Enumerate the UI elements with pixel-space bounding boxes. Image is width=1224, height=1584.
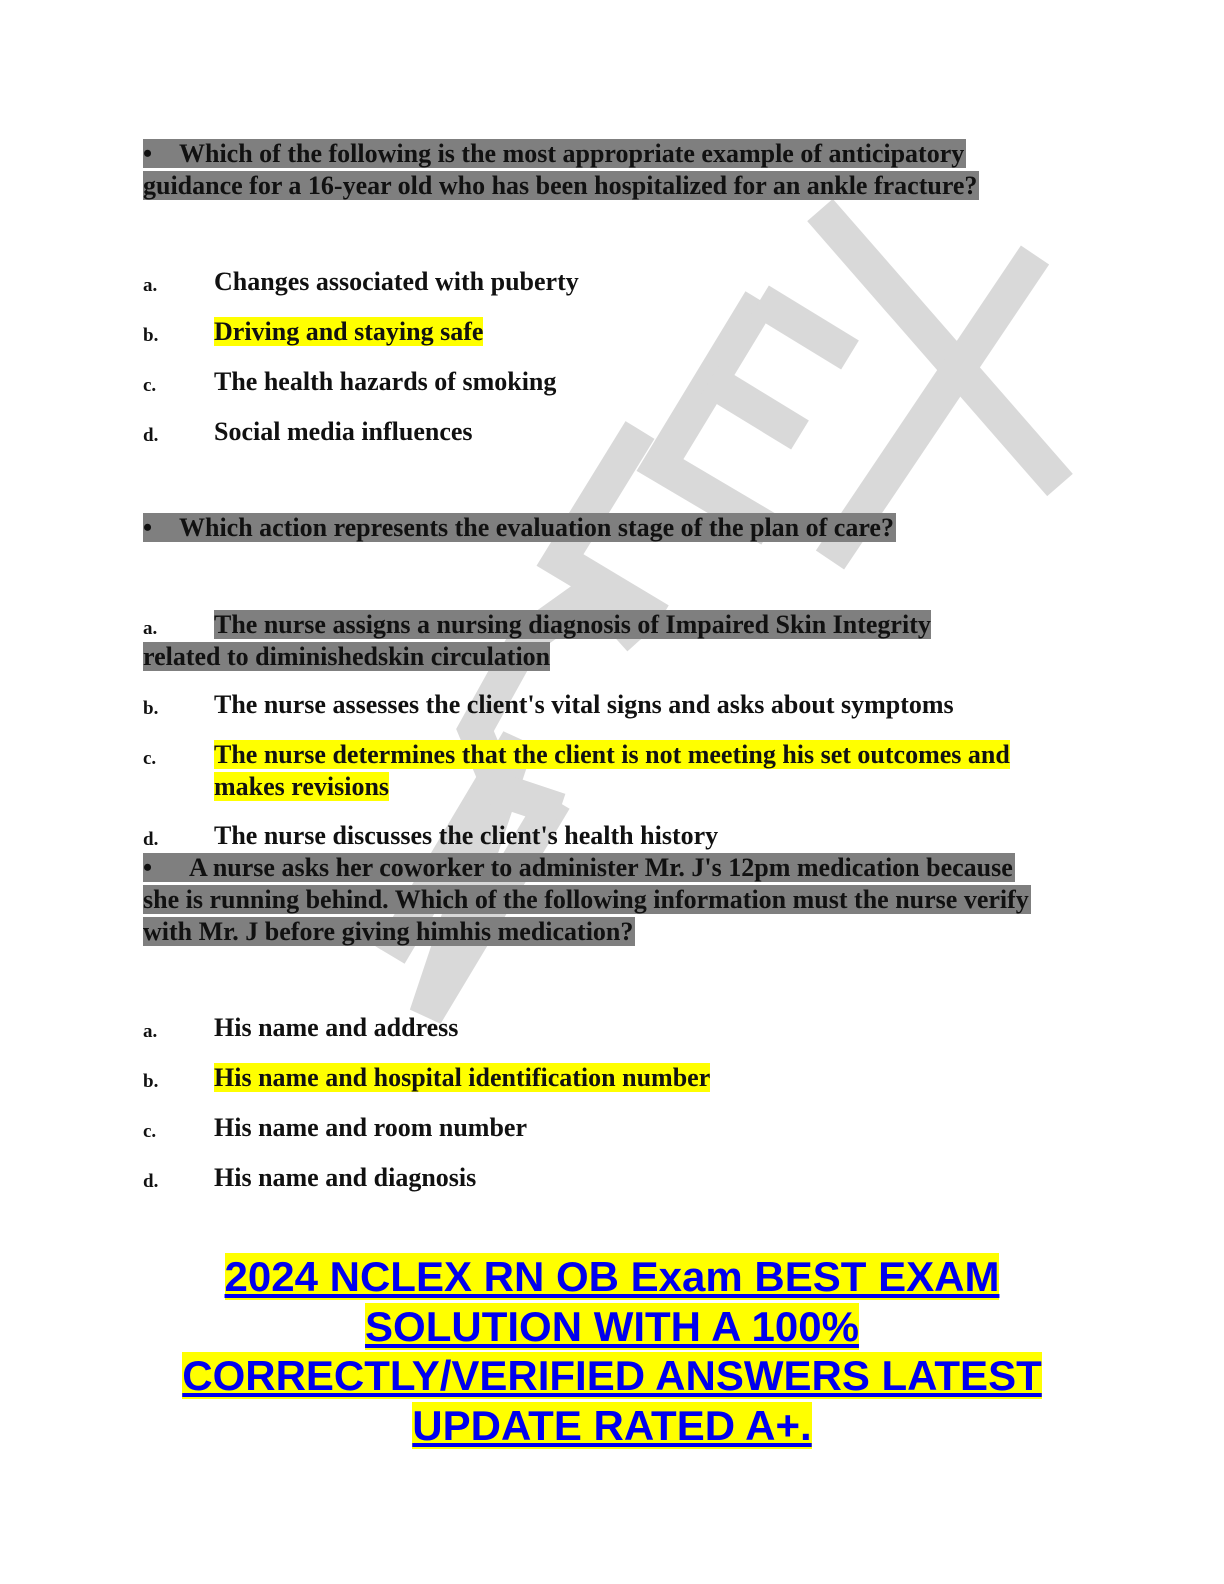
option-letter: d. [143, 829, 159, 850]
correct-answer-highlight: The nurse determines that the client is not meeting his set outcomes and makes revisions [214, 740, 1010, 801]
option-text: Changes associated with puberty [214, 267, 579, 296]
option-letter: a. [143, 275, 158, 296]
q2-option-d [143, 820, 1083, 852]
promo-link[interactable] [182, 1253, 1042, 1449]
q2-option-c [143, 739, 1083, 803]
q2-option-b [143, 689, 1083, 721]
option-text: Social media influences [214, 417, 473, 446]
banner-line-4: UPDATE RATED A+. [412, 1401, 812, 1449]
banner-line-3: CORRECTLY/VERIFIED ANSWERS LATEST [182, 1352, 1042, 1399]
q3-option-d [143, 1162, 1083, 1194]
bullet-icon: • [143, 139, 153, 168]
question-1-text: Which of the following is the most appropriate example of anticipatory guidance for a 16-year old who has been hospitalized for an ankle fracture? [143, 139, 978, 200]
promo-banner [143, 1252, 1081, 1450]
option-letter: c. [143, 375, 157, 396]
option-text: The nurse assesses the client's vital signs and asks about symptoms [214, 690, 954, 719]
q3-option-a [143, 1012, 1083, 1044]
question-3 [143, 852, 1048, 948]
q1-option-d [143, 416, 1083, 448]
q3-option-b [143, 1062, 1083, 1094]
option-letter: c. [143, 1121, 157, 1142]
option-text: The nurse discusses the client's health history [214, 821, 719, 850]
question-2-text: Which action represents the evaluation stage of the plan of care? [179, 513, 894, 542]
q3-option-c [143, 1112, 1083, 1144]
option-text: His name and room number [214, 1113, 527, 1142]
option-letter: b. [143, 1071, 159, 1092]
option-letter: b. [143, 325, 159, 346]
q2-option-a [143, 609, 1003, 673]
question-2 [143, 512, 1043, 544]
q1-option-a [143, 266, 1083, 298]
option-letter: d. [143, 425, 159, 446]
question-3-text: A nurse asks her coworker to administer Mr. J's 12pm medication because she is running behind. Which of the following information must the nurse verify with Mr. J before giving himhis medication? [143, 853, 1029, 946]
option-letter: c. [143, 748, 157, 769]
option-text: His name and diagnosis [214, 1163, 477, 1192]
correct-answer-highlight: Driving and staying safe [214, 317, 484, 346]
question-1 [143, 138, 1043, 202]
banner-line-2: SOLUTION WITH A 100% [365, 1302, 859, 1350]
banner-line-1: 2024 NCLEX RN OB Exam BEST EXAM [224, 1253, 1000, 1300]
correct-answer-highlight: His name and hospital identification number [214, 1063, 711, 1092]
option-letter: d. [143, 1171, 159, 1192]
option-text: The health hazards of smoking [214, 367, 557, 396]
q1-option-c [143, 366, 1083, 398]
option-text: His name and address [214, 1013, 459, 1042]
bullet-icon: • [143, 513, 153, 542]
option-text: The nurse assigns a nursing diagnosis of Impaired Skin Integrity related to diminishedskin circulation [143, 610, 931, 671]
option-letter: b. [143, 698, 159, 719]
q1-option-b [143, 316, 1083, 348]
option-letter: a. [143, 1021, 158, 1042]
bullet-icon: • [143, 853, 153, 882]
option-letter: a. [143, 618, 158, 639]
